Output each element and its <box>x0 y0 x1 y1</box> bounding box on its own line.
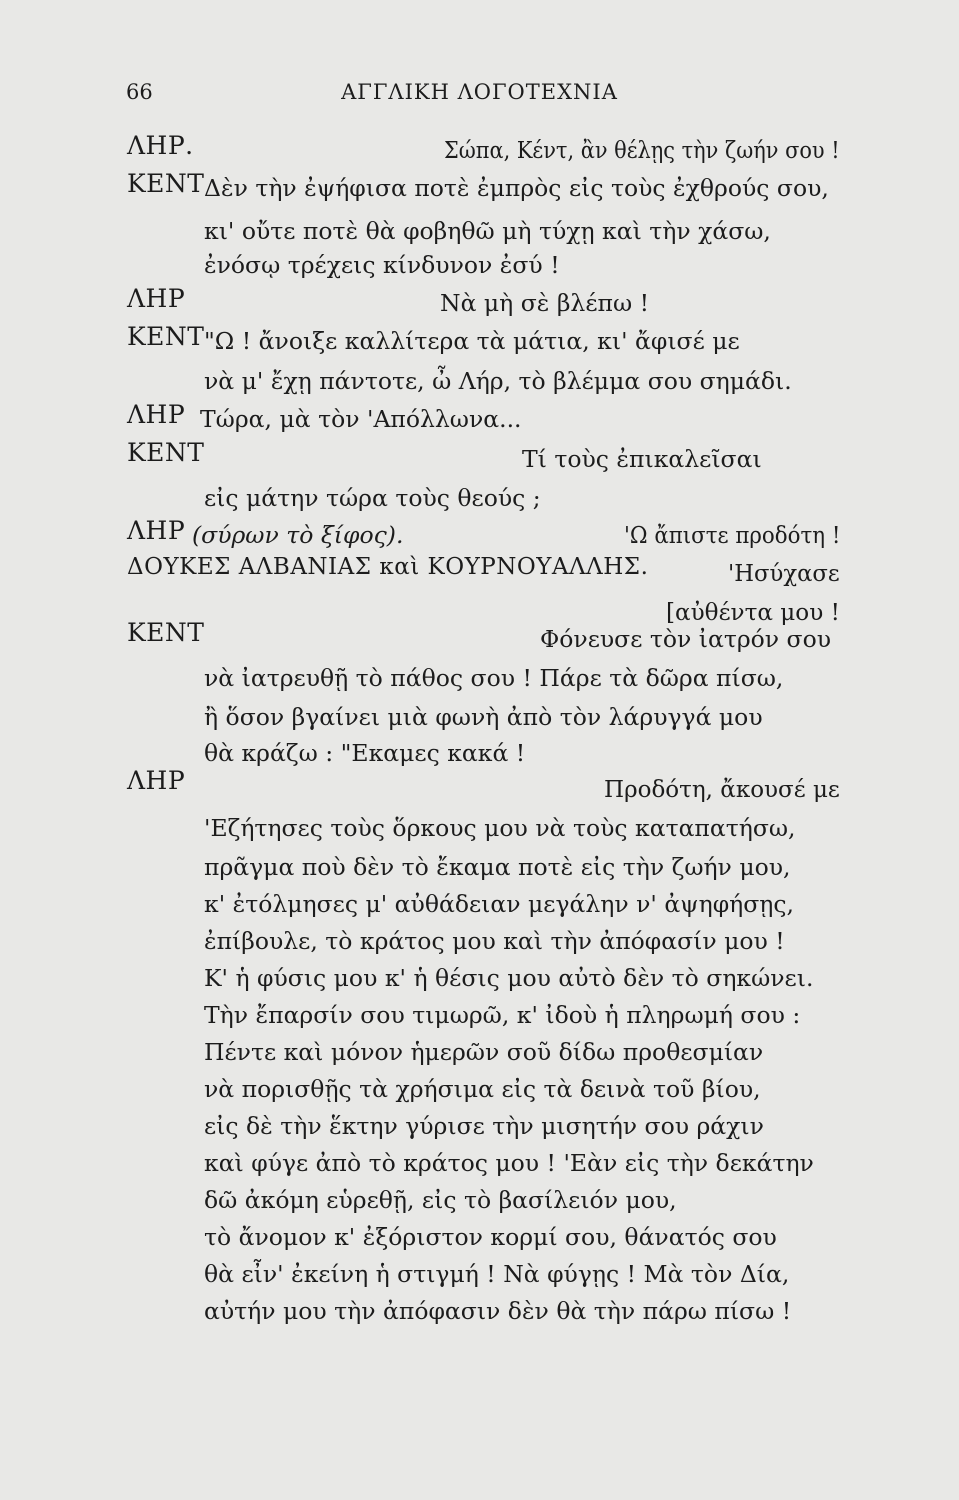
verse-line: δῶ ἀκόμη εὑρεθῇ, εἰς τὸ βασίλειόν μου, <box>204 1186 677 1214</box>
verse-line: ἢ ὅσον βγαίνει μιὰ φωνὴ ἀπὸ τὸν λάρυγγά μου <box>204 703 763 731</box>
running-title: ΑΓΓΛΙΚΗ ΛΟΓΟΤΕΧΝΙΑ <box>341 80 618 104</box>
verse-line: Τί τοὺς ἐπικαλεῖσαι <box>522 445 762 473</box>
verse-line: θὰ κράζω : "Εκαμες κακά ! <box>204 739 526 767</box>
verse-line: κ' ἐτόλμησες μ' αὐθάδειαν μεγάλην ν' ἀψηφήσῃς, <box>204 890 794 918</box>
verse-line: νὰ ἰατρευθῇ τὸ πάθος σου ! Πάρε τὰ δῶρα πίσω, <box>204 664 784 692</box>
verse-line: Τὴν ἔπαρσίν σου τιμωρῶ, κ' ἰδοὺ ἡ πληρωμή σου : <box>204 1001 801 1029</box>
speaker-kent: ΚΕΝΤ <box>127 322 205 351</box>
verse-line: 'Εζήτησες τοὺς ὅρκους μου νὰ τοὺς καταπατήσω, <box>204 814 796 842</box>
verse-line: 'Ω ἄπιστε προδότη ! <box>624 521 841 549</box>
verse-line: κι' οὔτε ποτὲ θὰ φοβηθῶ μὴ τύχῃ καὶ τὴν χάσω, <box>204 217 771 245</box>
verse-line: εἰς δὲ τὴν ἕκτην γύρισε τὴν μισητήν σου ράχιν <box>204 1112 764 1140</box>
speaker-kent: ΚΕΝΤ <box>127 169 205 198</box>
speaker-kent: ΚΕΝΤ <box>127 618 205 647</box>
speaker-lear: ΛΗΡ <box>127 400 186 429</box>
verse-line: τὸ ἄνομον κ' ἐξόριστον κορμί σου, θάνατός σου <box>204 1223 777 1251</box>
verse-line: πρᾶγμα ποὺ δὲν τὸ ἔκαμα ποτὲ εἰς τὴν ζωήν μου, <box>204 853 791 881</box>
speaker-lear: ΛΗΡ <box>127 284 186 313</box>
verse-line: "Ω ! ἄνοιξε καλλίτερα τὰ μάτια, κι' ἄφισέ με <box>204 327 740 355</box>
verse-line: 'Ησύχασε <box>728 559 840 587</box>
verse-line: εἰς μάτην τώρα τοὺς θεούς ; <box>204 484 541 512</box>
verse-line: Κ' ἡ φύσις μου κ' ἡ θέσις μου αὐτὸ δὲν τὸ σηκώνει. <box>204 964 814 992</box>
speaker-lear: ΛΗΡ. <box>127 131 194 160</box>
verse-line: Προδότη, ἄκουσέ με <box>604 775 840 803</box>
verse-line: θὰ εἶν' ἐκείνη ἡ στιγμή ! Νὰ φύγῃς ! Μὰ τὸν Δία, <box>204 1260 790 1288</box>
verse-line: Πέντε καὶ μόνον ἡμερῶν σοῦ δίδω προθεσμίαν <box>204 1038 764 1066</box>
verse-line: [αὐθέντα μου ! <box>666 598 840 626</box>
verse-line: Τώρα, μὰ τὸν 'Απόλλωνα... <box>200 405 522 433</box>
verse-line: καὶ φύγε ἀπὸ τὸ κράτος μου ! 'Εὰν εἰς τὴν δεκάτην <box>204 1149 814 1177</box>
verse-line: Νὰ μὴ σὲ βλέπω ! <box>440 289 650 317</box>
verse-line: ἐνόσῳ τρέχεις κίνδυνον ἐσύ ! <box>204 251 560 279</box>
page-number: 66 <box>126 80 153 104</box>
speaker-lear: ΛΗΡ <box>127 766 186 795</box>
verse-line: ἐπίβουλε, τὸ κράτος μου καὶ τὴν ἀπόφασίν μου ! <box>204 927 785 955</box>
speaker-albany-cornwall: ΔΟΥΚΕΣ ΑΛΒΑΝΙΑΣ καὶ ΚΟΥΡΝΟΥΑΛΛΗΣ. <box>127 554 649 580</box>
verse-line: Σώπα, Κέντ, ἂν θέλῃς τὴν ζωήν σου ! <box>444 136 840 164</box>
page-header <box>0 80 959 110</box>
speaker-lear: ΛΗΡ <box>127 516 186 545</box>
verse-line: νὰ μ' ἔχῃ πάντοτε, ὦ Λήρ, τὸ βλέμμα σου σημάδι. <box>204 367 792 395</box>
verse-line: νὰ πορισθῇς τὰ χρήσιμα εἰς τὰ δεινὰ τοῦ βίου, <box>204 1075 761 1103</box>
verse-line: αὐτήν μου τὴν ἀπόφασιν δὲν θὰ τὴν πάρω πίσω ! <box>204 1297 792 1325</box>
speaker-kent: ΚΕΝΤ <box>127 438 205 467</box>
verse-line: Δὲν τὴν ἐψήφισα ποτὲ ἐμπρὸς εἰς τοὺς ἐχθρούς σου, <box>204 174 829 202</box>
stage-direction: (σύρων τὸ ξίφος). <box>192 521 404 549</box>
verse-line: Φόνευσε τὸν ἰατρόν σου <box>540 625 832 653</box>
